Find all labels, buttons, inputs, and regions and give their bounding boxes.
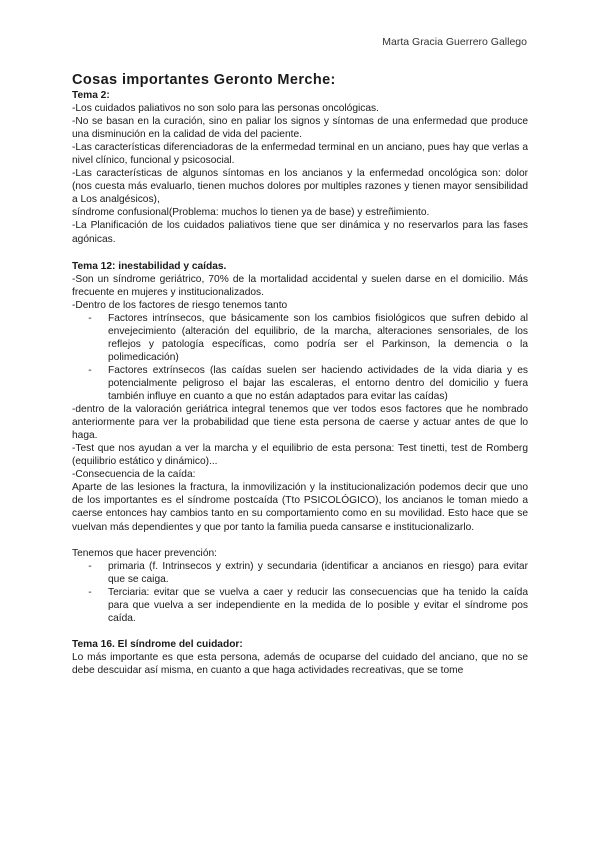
list-item-text: Factores extrínsecos (las caídas suelen ser haciendo actividades de la vida diaria y es potencialmente peligroso el bajar las escaleras, el entorno dentro del domicilio y fuera también influye en cuanto a que no están adaptados para evitar las caídas) <box>108 364 528 403</box>
paragraph: Lo más importante es que esta persona, además de ocuparse del cuidado del anciano, que no se debe descuidar así misma, en cuanto a que haga actividades recreativas, que se tome <box>72 651 528 676</box>
paragraph: -Las características diferenciadoras de la enfermedad terminal en un anciano, pues hay que verlas a nivel clínico, funcional y psicosocial. <box>72 142 528 167</box>
section-heading-tema-12: Tema 12: inestabilidad y caídas. <box>72 260 227 272</box>
list-item-text: primaria (f. Intrinsecos y extrin) y secundaria (identificar a ancianos en riesgo) para evitar que se caiga. <box>108 560 528 585</box>
paragraph: -Los cuidados paliativos no son solo para las personas oncológicas. <box>72 103 379 115</box>
author-header: Marta Gracia Guerrero Gallego <box>382 36 527 48</box>
list-item <box>72 312 528 364</box>
paragraph: -No se basan en la curación, sino en paliar los signos y síntomas de una enfermedad que produce una disminución en la calidad de vida del paciente. <box>72 116 528 141</box>
list-item <box>72 560 528 586</box>
bullet-dash: - <box>88 560 92 572</box>
section-heading-tema-2: Tema 2: <box>72 90 110 101</box>
spacer <box>72 534 528 547</box>
paragraph: Tenemos que hacer prevención: <box>72 547 217 559</box>
bullet-dash: - <box>88 312 92 324</box>
paragraph: -Test que nos ayudan a ver la marcha y el equilibrio de esta persona: Test tinetti, test de Romberg (equilibrio estático y dinámico)... <box>72 443 528 468</box>
paragraph: -La Planificación de los cuidados paliativos tiene que ser dinámica y no reservarlos para las fases agónicas. <box>72 220 528 245</box>
bullet-dash: - <box>88 364 92 376</box>
paragraph: -dentro de la valoración geriátrica integral tenemos que ver todos esos factores que he nombrado anteriormente para ver la probabilidad que tiene esta persona de caerse y actuar antes de que lo haga. <box>72 404 528 442</box>
list-item-text: Factores intrínsecos, que básicamente son los cambios fisiológicos que sufren debido al envejecimiento (alteración del equilibrio, de la marcha, alteraciones sensoriales, de los reflejos y patología específicas, como podría ser el Parkinson, la demencia o la polimedicación) <box>108 312 528 363</box>
paragraph: -Son un síndrome geriátrico, 70% de la mortalidad accidental y suelen darse en el domicilio. Más frecuente en mujeres y institucionalizados. <box>72 273 528 298</box>
paragraph: -Las características de algunos síntomas en los ancianos y la enfermedad oncológica son: dolor (nos cuesta más evaluarlo, tienen muchos dolores por multiples razones y tienen mayor sensibilidad a Los analgésicos), <box>72 168 528 206</box>
bullet-dash: - <box>88 586 92 598</box>
list-item-text: Terciaria: evitar que se vuelva a caer y reducir las consecuencias que ha tenido la caída para que vuelva a ser independiente en la medida de lo posible y evitar el síndrome pos caída. <box>108 586 528 624</box>
paragraph: -Consecuencia de la caída: <box>72 469 196 481</box>
paragraph: síndrome confusional(Problema: muchos lo tienen ya de base) y estreñimiento. <box>72 207 430 219</box>
spacer <box>72 246 528 260</box>
list-item <box>72 364 528 403</box>
section-heading-tema-16: Tema 16. El síndrome del cuidador: <box>72 638 243 650</box>
spacer <box>72 625 528 638</box>
document-title: Cosas importantes Geronto Merche: <box>72 72 336 88</box>
paragraph: -Dentro de los factores de riesgo tenemos tanto <box>72 299 288 311</box>
document-body <box>72 72 528 677</box>
paragraph: Aparte de las lesiones la fractura, la inmovilización y la institucionalización podemos decir que uno de los importantes es el síndrome postcaída (Tto PSICOLÓGICO), los ancianos le toman miedo a caerse entonces hay cambios tanto en su comportamiento como en su movilidad. Esto hace que se vuelvan más dependientes y que por tanto la familia pueda cansarse e institucionalizarlo. <box>72 482 528 533</box>
list-item <box>72 586 528 625</box>
